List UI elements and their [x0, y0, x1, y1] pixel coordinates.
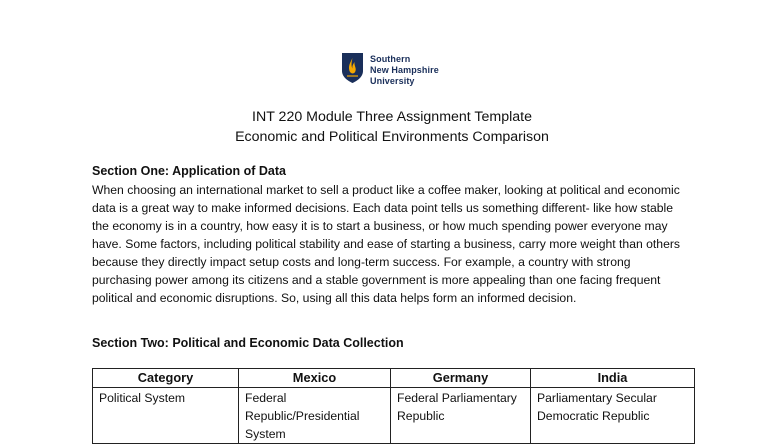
- table-header-row: [93, 369, 695, 388]
- document-title: [0, 107, 784, 147]
- university-logo: [341, 52, 439, 87]
- cell-germany: Federal Parliamentary Republic: [391, 388, 531, 444]
- snhu-shield-icon: [341, 52, 364, 84]
- table-row: [93, 388, 695, 444]
- section-one-heading: Section One: Application of Data: [92, 164, 286, 178]
- section-two-heading: Section Two: Political and Economic Data Collection: [92, 336, 404, 350]
- cell-category: Political System: [93, 388, 239, 444]
- logo-line-3: University: [370, 76, 415, 86]
- header-india: India: [531, 369, 695, 388]
- title-line-1: INT 220 Module Three Assignment Template: [252, 109, 532, 125]
- title-line-2: Economic and Political Environments Comparison: [235, 129, 549, 145]
- section-one-paragraph: When choosing an international market to sell a product like a coffee maker, looking at political and economic data is a great way to make informed decisions. Each data point tells us something different- like how stable the economy is in a country, how easy it is to start a business, or how much spending power everyone may have. Some factors, including political stability and ease of starting a business, carry more weight than others because they directly impact setup costs and long-term success. For example, a country with strong purchasing power among its citizens and a stable government is more appealing than one facing frequent political and economic disruptions. So, using all this data helps form an informed decision.: [92, 183, 681, 305]
- header-mexico: Mexico: [239, 369, 391, 388]
- logo-wordmark: [370, 54, 439, 87]
- header-germany: Germany: [391, 369, 531, 388]
- cell-mexico: Federal Republic/Presidential System: [239, 388, 391, 444]
- header-category: Category: [93, 369, 239, 388]
- data-table: [92, 368, 695, 444]
- logo-line-1: Southern: [370, 54, 411, 64]
- logo-line-2: New Hampshire: [370, 65, 439, 75]
- cell-india: Parliamentary Secular Democratic Republic: [531, 388, 695, 444]
